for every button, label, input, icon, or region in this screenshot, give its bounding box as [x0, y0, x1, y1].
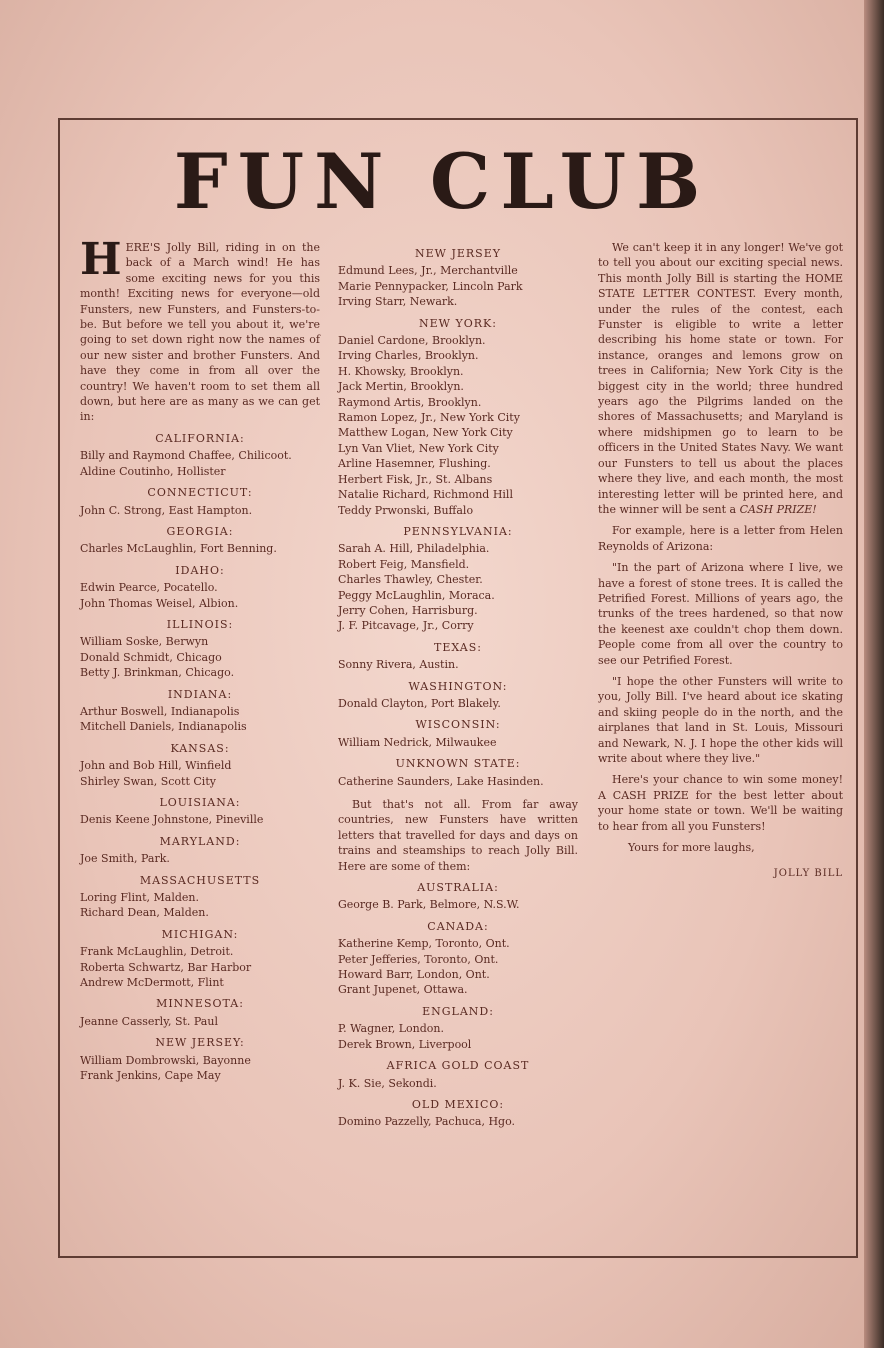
- column-2: [338, 240, 578, 1130]
- member-name: Lyn Van Vliet, New York City: [338, 441, 499, 455]
- member-name: Domino Pazzelly, Pachuca, Hgo.: [338, 1115, 516, 1129]
- contest-text: We can't keep it in any longer! We've got to tell you about our exciting special news. This month Jolly Bill is starting the HOME STATE LETTER CONTEST. Every month, under the rules of the contest, each Funster is eligible to write a letter describing his home state or town. For instance, oranges and lemons grow on trees in California; New York City is the biggest city in the world; three hundred years ago the Pilgrims landed on the shores of Massachusetts; and Maryland is where midshipmen go to learn to be officers in the United States Navy. We want our Funsters to tell us about the places where they live, and each month, the most interesting letter will be printed here, and the winner will be sent a: [598, 241, 843, 516]
- member-name: William Dombrowski, Bayonne: [80, 1053, 251, 1067]
- call-to-action: Here's your chance to win some money! A CASH PRIZE for the best letter about your home state or town. We'll be waiting to hear from all you Funsters!: [598, 773, 843, 833]
- member-name: Joe Smith, Park.: [80, 852, 170, 866]
- state-heading: KANSAS:: [170, 741, 230, 755]
- member-name: Ramon Lopez, Jr., New York City: [338, 411, 520, 425]
- member-name: Jack Mertin, Brooklyn.: [338, 380, 464, 394]
- member-name: Charles McLaughlin, Fort Benning.: [80, 542, 277, 556]
- member-name: Peggy McLaughlin, Moraca.: [338, 588, 495, 602]
- member-name: Charles Thawley, Chester.: [338, 573, 483, 587]
- member-name: Natalie Richard, Richmond Hill: [338, 488, 513, 502]
- signature: JOLLY BILL: [773, 868, 843, 880]
- member-name: Andrew McDermott, Flint: [80, 976, 224, 990]
- member-name: Raymond Artis, Brooklyn.: [338, 395, 482, 409]
- foreign-member-list: [338, 880, 578, 1130]
- member-name: Jeanne Casserly, St. Paul: [80, 1014, 218, 1028]
- member-list: [338, 246, 578, 789]
- state-heading: MASSACHUSETTS: [139, 873, 261, 887]
- member-name: Roberta Schwartz, Bar Harbor: [80, 960, 252, 974]
- state-heading: MARYLAND:: [159, 834, 241, 848]
- contest-announcement: [598, 240, 843, 517]
- member-name: Richard Dean, Malden.: [80, 906, 209, 920]
- state-heading: LOUISIANA:: [159, 796, 241, 809]
- member-name: Shirley Swan, Scott City: [80, 774, 216, 788]
- foreign-intro: But that's not all. From far away countries, new Funsters have written letters that travelled for days and days on trains and steamships to reach Jolly Bill. Here are some of them:: [338, 798, 578, 873]
- closing-line: Yours for more laughs,: [628, 841, 755, 855]
- member-name: Catherine Saunders, Lake Hasinden.: [338, 774, 544, 788]
- member-name: J. F. Pitcavage, Jr., Corry: [338, 619, 474, 633]
- state-heading: GEORGIA:: [166, 524, 234, 538]
- state-heading: MINNESOTA:: [156, 997, 244, 1011]
- member-name: John C. Strong, East Hampton.: [80, 503, 253, 517]
- state-heading: NEW JERSEY: [414, 247, 501, 260]
- drop-cap: H: [80, 234, 122, 285]
- state-heading: CANADA:: [427, 919, 489, 933]
- member-name: Arline Hasemner, Flushing.: [338, 457, 491, 471]
- intro-text: ERE'S Jolly Bill, riding in on the back of a March wind! He has some exciting news for you this month! Exciting news for everyone—old Funsters, new Funsters, and Funsters-to-be. But before we tell you about it, we're going to set down right now the names of our new sister and brother Funsters. And have they come in from all over the country! We haven't room to set them all down, but here are as many as we can get in:: [80, 241, 320, 424]
- member-name: Howard Barr, London, Ont.: [338, 968, 490, 982]
- state-heading: IDAHO:: [175, 563, 225, 577]
- member-name: Teddy Prwonski, Buffalo: [338, 503, 474, 517]
- state-heading: TEXAS:: [434, 640, 482, 654]
- state-heading: ENGLAND:: [422, 1004, 494, 1018]
- state-heading: PENNSYLVANIA:: [403, 524, 513, 538]
- member-list: [80, 431, 320, 1084]
- member-name: John Thomas Weisel, Albion.: [80, 596, 239, 610]
- member-name: Robert Feig, Mansfield.: [338, 557, 470, 571]
- column-1: [80, 234, 320, 1084]
- member-name: Arthur Boswell, Indianapolis: [80, 704, 240, 718]
- member-name: Frank Jenkins, Cape May: [80, 1069, 221, 1083]
- member-name: Matthew Logan, New York City: [338, 426, 513, 440]
- member-name: Billy and Raymond Chaffee, Chilicoot.: [80, 449, 292, 463]
- member-name: Edmund Lees, Jr., Merchantville: [338, 264, 518, 278]
- member-name: Irving Starr, Newark.: [338, 295, 458, 309]
- state-heading: ILLINOIS:: [166, 617, 234, 631]
- member-name: Sonny Rivera, Austin.: [338, 658, 459, 672]
- member-name: Edwin Pearce, Pocatello.: [80, 581, 218, 595]
- member-name: Donald Clayton, Port Blakely.: [338, 696, 501, 710]
- member-name: John and Bob Hill, Winfield: [80, 759, 232, 773]
- member-name: P. Wagner, London.: [338, 1022, 445, 1036]
- member-name: J. K. Sie, Sekondi.: [338, 1076, 437, 1090]
- member-name: Jerry Cohen, Harrisburg.: [338, 603, 478, 617]
- state-heading: AFRICA GOLD COAST: [386, 1059, 530, 1073]
- column-3: [598, 240, 843, 892]
- state-heading: INDIANA:: [167, 687, 233, 701]
- member-name: Herbert Fisk, Jr., St. Albans: [338, 472, 493, 486]
- state-heading: OLD MEXICO:: [411, 1097, 505, 1111]
- member-name: Marie Pennypacker, Lincoln Park: [338, 279, 523, 293]
- member-name: George B. Park, Belmore, N.S.W.: [338, 898, 520, 912]
- state-heading: NEW YORK:: [419, 316, 497, 330]
- member-name: Mitchell Daniels, Indianapolis: [80, 720, 247, 734]
- state-heading: WISCONSIN:: [415, 718, 501, 732]
- member-name: Katherine Kemp, Toronto, Ont.: [338, 937, 510, 951]
- member-name: Loring Flint, Malden.: [80, 891, 199, 905]
- member-name: Sarah A. Hill, Philadelphia.: [338, 542, 490, 556]
- letter-quote-1: "In the part of Arizona where I live, we have a forest of stone trees. It is called the Petrified Forest. Millions of years ago, the trunks of the trees hardened, so that now the keenest axe couldn't chop them down. People come from all over the country to see our Petrified Forest.: [598, 561, 843, 667]
- page-title: FUN CLUB: [173, 137, 711, 226]
- member-name: William Soske, Berwyn: [80, 635, 209, 649]
- member-name: H. Khowsky, Brooklyn.: [338, 364, 464, 378]
- state-heading: WASHINGTON:: [408, 679, 508, 693]
- member-name: Irving Charles, Brooklyn.: [338, 349, 479, 363]
- letter-quote-2: "I hope the other Funsters will write to you, Jolly Bill. I've heard about ice skating and skiing people do in the north, and the airplanes that land in St. Louis, Missouri and Newark, N. J. I hope the other kids will write about where they live.": [598, 674, 843, 765]
- cash-prize-text: CASH PRIZE!: [739, 502, 817, 516]
- member-name: Donald Schmidt, Chicago: [80, 650, 222, 664]
- member-name: Peter Jefferies, Toronto, Ont.: [338, 952, 499, 966]
- member-name: William Nedrick, Milwaukee: [338, 735, 497, 749]
- state-heading: AUSTRALIA:: [417, 881, 499, 895]
- member-name: Grant Jupenet, Ottawa.: [338, 983, 468, 997]
- example-intro: For example, here is a letter from Helen Reynolds of Arizona:: [598, 524, 843, 553]
- state-heading: MICHIGAN:: [161, 927, 239, 941]
- member-name: Aldine Coutinho, Hollister: [80, 464, 226, 478]
- state-heading: CALIFORNIA:: [155, 431, 245, 445]
- state-heading: NEW JERSEY:: [155, 1036, 245, 1050]
- member-name: Derek Brown, Liverpool: [338, 1037, 472, 1051]
- state-heading: CONNECTICUT:: [147, 486, 253, 500]
- member-name: Daniel Cardone, Brooklyn.: [338, 334, 486, 348]
- member-name: Frank McLaughlin, Detroit.: [80, 945, 234, 959]
- member-name: Betty J. Brinkman, Chicago.: [80, 666, 235, 680]
- state-heading: UNKNOWN STATE:: [395, 757, 521, 771]
- intro-paragraph: [80, 234, 320, 425]
- member-name: Denis Keene Johnstone, Pineville: [80, 813, 264, 827]
